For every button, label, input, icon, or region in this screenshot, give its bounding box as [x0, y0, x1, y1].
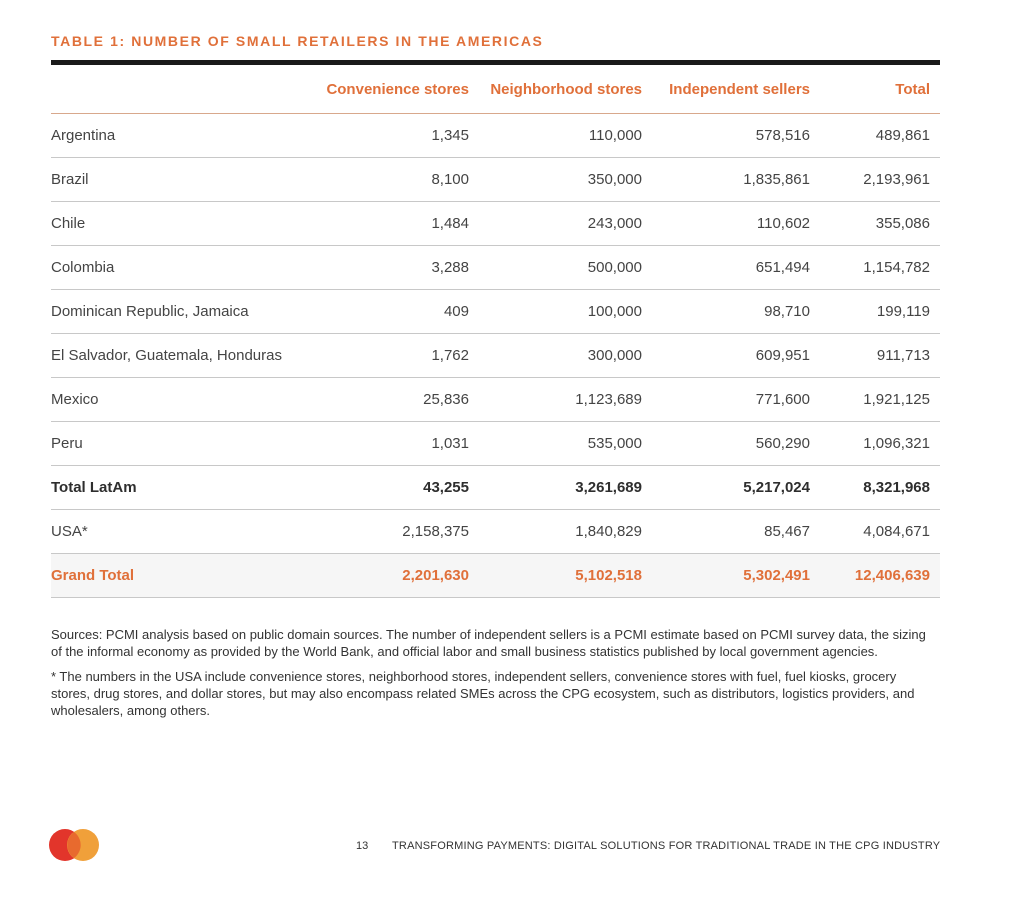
- cell-independent: 560,290: [642, 422, 810, 466]
- cell-convenience: 1,031: [309, 422, 469, 466]
- cell-total: 1,921,125: [810, 378, 940, 422]
- header-total: Total: [810, 65, 940, 114]
- table-row: [51, 422, 940, 466]
- cell-convenience: 1,345: [309, 114, 469, 158]
- cell-independent: 1,835,861: [642, 158, 810, 202]
- header-independent-sellers: Independent sellers: [642, 65, 810, 114]
- cell-country: USA*: [51, 510, 309, 554]
- cell-neighborhood: 5,102,518: [469, 554, 642, 598]
- usa-footnote: * The numbers in the USA include convenience stores, neighborhood stores, independent sellers, convenience stores with fuel, fuel kiosks, grocery stores, drug stores, and dollar stores, but may also encompass related SMEs across the CPG ecosystem, such as distributors, logistics providers, and wholesalers, among others.: [51, 669, 915, 718]
- cell-neighborhood: 1,123,689: [469, 378, 642, 422]
- cell-convenience: 1,484: [309, 202, 469, 246]
- cell-total: 2,193,961: [810, 158, 940, 202]
- page-number: 13: [356, 840, 369, 852]
- cell-independent: 609,951: [642, 334, 810, 378]
- cell-convenience: 2,158,375: [309, 510, 469, 554]
- cell-neighborhood: 3,261,689: [469, 466, 642, 510]
- table-row: [51, 334, 940, 378]
- grand-total-row: [51, 554, 940, 598]
- header-convenience-stores: Convenience stores: [309, 65, 469, 114]
- cell-country: Chile: [51, 202, 309, 246]
- cell-convenience: 409: [309, 290, 469, 334]
- table-header-row: [51, 65, 940, 114]
- cell-neighborhood: 110,000: [469, 114, 642, 158]
- cell-total: 1,154,782: [810, 246, 940, 290]
- cell-total: 1,096,321: [810, 422, 940, 466]
- cell-neighborhood: 243,000: [469, 202, 642, 246]
- cell-country: Colombia: [51, 246, 309, 290]
- cell-independent: 98,710: [642, 290, 810, 334]
- cell-independent: 5,302,491: [642, 554, 810, 598]
- cell-independent: 5,217,024: [642, 466, 810, 510]
- cell-country: Argentina: [51, 114, 309, 158]
- page-footer: [0, 828, 1024, 868]
- cell-convenience: 2,201,630: [309, 554, 469, 598]
- cell-independent: 110,602: [642, 202, 810, 246]
- cell-total: 8,321,968: [810, 466, 940, 510]
- table-row: [51, 114, 940, 158]
- cell-total: 199,119: [810, 290, 940, 334]
- cell-country: Peru: [51, 422, 309, 466]
- cell-country: Total LatAm: [51, 466, 309, 510]
- cell-total: 355,086: [810, 202, 940, 246]
- table-row: [51, 290, 940, 334]
- footer-running-title: TRANSFORMING PAYMENTS: DIGITAL SOLUTIONS FOR TRADITIONAL TRADE IN THE CPG INDUSTRY: [392, 840, 941, 852]
- usa-row: [51, 510, 940, 554]
- cell-country: Brazil: [51, 158, 309, 202]
- cell-convenience: 43,255: [309, 466, 469, 510]
- table-title: TABLE 1: NUMBER OF SMALL RETAILERS IN THE AMERICAS: [51, 33, 544, 49]
- cell-neighborhood: 300,000: [469, 334, 642, 378]
- cell-total: 911,713: [810, 334, 940, 378]
- cell-country: El Salvador, Guatemala, Honduras: [51, 334, 309, 378]
- cell-neighborhood: 1,840,829: [469, 510, 642, 554]
- cell-independent: 85,467: [642, 510, 810, 554]
- table-row: [51, 246, 940, 290]
- cell-neighborhood: 535,000: [469, 422, 642, 466]
- header-country: [51, 65, 309, 114]
- mastercard-logo-icon: [47, 828, 101, 862]
- cell-country: Mexico: [51, 378, 309, 422]
- subtotal-row: [51, 466, 940, 510]
- cell-independent: 771,600: [642, 378, 810, 422]
- cell-country: Grand Total: [51, 554, 309, 598]
- cell-total: 489,861: [810, 114, 940, 158]
- header-neighborhood-stores: Neighborhood stores: [469, 65, 642, 114]
- cell-total: 4,084,671: [810, 510, 940, 554]
- cell-convenience: 25,836: [309, 378, 469, 422]
- cell-neighborhood: 500,000: [469, 246, 642, 290]
- cell-convenience: 1,762: [309, 334, 469, 378]
- cell-convenience: 8,100: [309, 158, 469, 202]
- cell-country: Dominican Republic, Jamaica: [51, 290, 309, 334]
- cell-convenience: 3,288: [309, 246, 469, 290]
- cell-neighborhood: 100,000: [469, 290, 642, 334]
- cell-neighborhood: 350,000: [469, 158, 642, 202]
- sources-note: Sources: PCMI analysis based on public domain sources. The number of independent sellers is a PCMI estimate based on PCMI survey data, the sizing of the informal economy as provided by the World Bank, and official labor and small business statistics published by local government agencies.: [51, 627, 926, 659]
- cell-independent: 651,494: [642, 246, 810, 290]
- retailers-table: [51, 65, 940, 598]
- table-notes: [51, 626, 931, 727]
- table-row: [51, 158, 940, 202]
- table-row: [51, 202, 940, 246]
- table-row: [51, 378, 940, 422]
- cell-independent: 578,516: [642, 114, 810, 158]
- cell-total: 12,406,639: [810, 554, 940, 598]
